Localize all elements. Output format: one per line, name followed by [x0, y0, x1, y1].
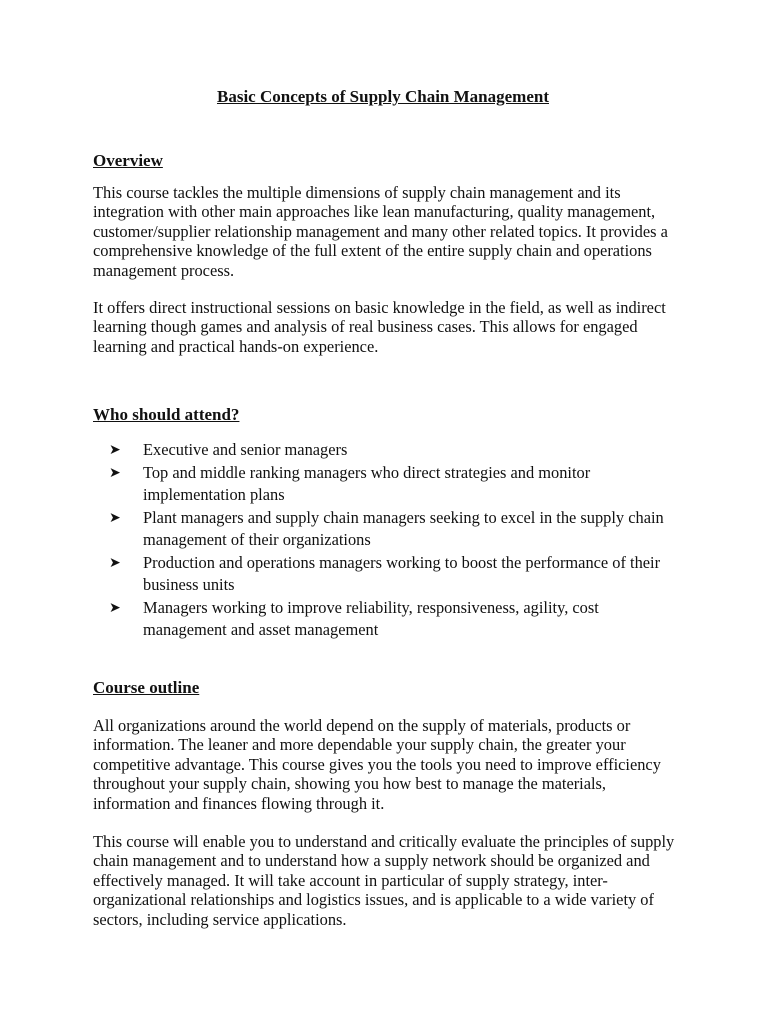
arrowhead-bullet-icon: ➤ — [109, 509, 121, 526]
who-should-attend-heading: Who should attend? — [93, 405, 240, 424]
overview-paragraph-2: It offers direct instructional sessions on basic knowledge in the field, as well as indirect learning though games and analysis of real business cases. This allows for engaged learning and practical hands-on experience. — [93, 298, 666, 356]
list-item — [93, 439, 683, 462]
list-item — [93, 597, 683, 642]
document-title: Basic Concepts of Supply Chain Management — [216, 87, 549, 106]
overview-heading: Overview — [93, 151, 163, 170]
list-item-text: Executive and senior managers — [143, 440, 348, 459]
list-item — [93, 552, 683, 597]
course-outline-paragraph-1: All organizations around the world depend on the supply of materials, products or information. The leaner and more dependable your supply chain, the greater your competitive advantage. This course gives you the tools you need to improve efficiency throughout your supply chain, showing you how best to manage the materials, information and finances flowing through it. — [93, 716, 661, 813]
overview-paragraph-1: This course tackles the multiple dimensions of supply chain management and its integration with other main approaches like lean manufacturing, quality management, customer/supplier relationship management and many other related topics. It provides a comprehensive knowledge of the full extent of the entire supply chain and operations management process. — [93, 183, 668, 280]
attendee-list — [93, 439, 683, 642]
list-item-text: Plant managers and supply chain managers seeking to excel in the supply chain management of their organizations — [143, 507, 664, 549]
arrowhead-bullet-icon: ➤ — [109, 464, 121, 481]
arrowhead-bullet-icon: ➤ — [109, 599, 121, 616]
arrowhead-bullet-icon: ➤ — [109, 442, 121, 458]
list-item-text: Managers working to improve reliability, responsiveness, agility, cost management and asset management — [143, 597, 599, 639]
list-item-text: Production and operations managers working to boost the performance of their business units — [143, 552, 661, 594]
course-outline-heading: Course outline — [93, 678, 200, 697]
list-item-text: Top and middle ranking managers who direct strategies and monitor implementation plans — [143, 462, 591, 504]
arrowhead-bullet-icon: ➤ — [109, 554, 121, 571]
list-item — [93, 462, 683, 507]
list-item — [93, 507, 683, 552]
course-outline-paragraph-2: This course will enable you to understand and critically evaluate the principles of supply chain management and to understand how a supply network should be organized and effectively managed. It will take account in particular of supply strategy, inter-organizational relationships and logistics issues, and is applicable to a wide variety of sectors, including service applications. — [93, 832, 675, 929]
